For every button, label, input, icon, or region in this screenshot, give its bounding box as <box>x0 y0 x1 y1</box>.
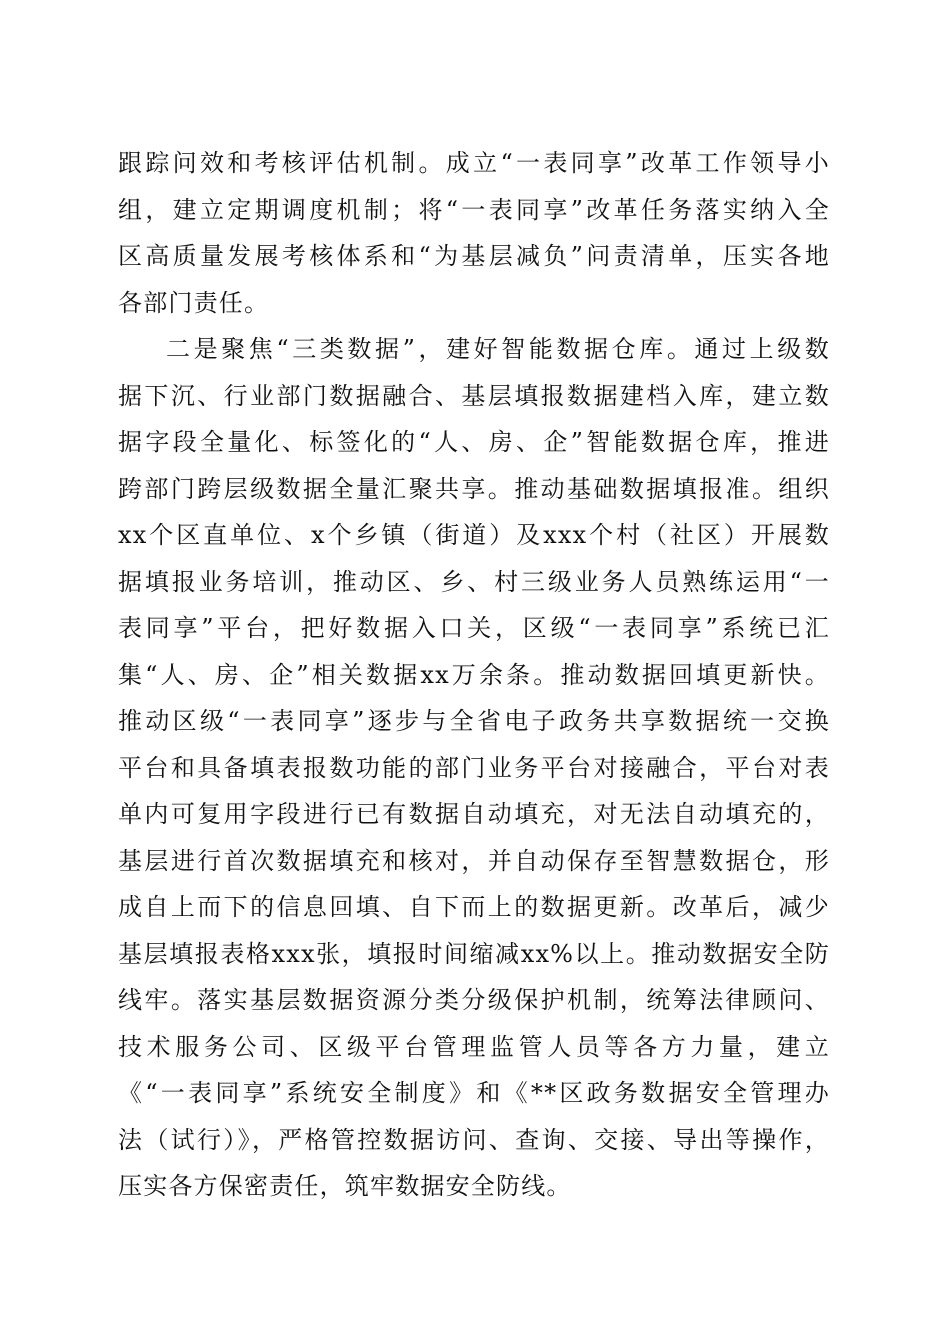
text-line: 基层填报表格xxx张，填报时间缩减xx%以上。推动数据安全防 <box>118 939 830 968</box>
text-line: 基层进行首次数据填充和核对，并自动保存至智慧数据仓，形 <box>118 846 830 875</box>
text-line: 推动区级“一表同享”逐步与全省电子政务共享数据统一交换 <box>118 707 830 735</box>
text-line: 《“一表同享”系统安全制度》和《**区政务数据安全管理办 <box>118 1079 830 1107</box>
text-line: 跨部门跨层级数据全量汇聚共享。推动基础数据填报准。组织 <box>118 474 830 503</box>
body-text <box>118 140 830 1210</box>
text-line: 区高质量发展考核体系和“为基层减负”问责清单，压实各地 <box>118 242 830 270</box>
paragraph-heading-line: 二是聚焦“三类数据”，建好智能数据仓库。通过上级数 <box>166 335 830 363</box>
text-line: 跟踪问效和考核评估机制。成立“一表同享”改革工作领导小 <box>118 149 830 177</box>
text-line: 表同享”平台，把好数据入口关，区级“一表同享”系统已汇 <box>118 614 830 642</box>
text-line: 集“人、房、企”相关数据xx万余条。推动数据回填更新快。 <box>118 660 830 689</box>
text-line: 线牢。落实基层数据资源分类分级保护机制，统筹法律顾问、 <box>118 986 830 1014</box>
text-line: 组，建立定期调度机制；将“一表同享”改革任务落实纳入全 <box>118 195 830 224</box>
text-line: 平台和具备填表报数功能的部门业务平台对接融合，平台对表 <box>118 753 830 782</box>
text-line: 压实各方保密责任，筑牢数据安全防线。 <box>118 1172 572 1200</box>
text-line: 据下沉、行业部门数据融合、基层填报数据建档入库，建立数 <box>118 381 830 410</box>
text-line: 成自上而下的信息回填、自下而上的数据更新。改革后，减少 <box>118 893 830 921</box>
text-line: 各部门责任。 <box>118 288 270 317</box>
text-line: 法（试行）》，严格管控数据访问、查询、交接、导出等操作， <box>118 1125 830 1154</box>
text-line: 技术服务公司、区级平台管理监管人员等各方力量，建立 <box>118 1032 830 1061</box>
text-line: xx个区直单位、x个乡镇（街道）及xxx个村（社区）开展数 <box>118 521 830 549</box>
text-line: 单内可复用字段进行已有数据自动填充，对无法自动填充的， <box>118 800 830 828</box>
text-line: 据填报业务培训，推动区、乡、村三级业务人员熟练运用“一 <box>118 567 830 596</box>
text-line: 据字段全量化、标签化的“人、房、企”智能数据仓库，推进 <box>118 428 830 456</box>
